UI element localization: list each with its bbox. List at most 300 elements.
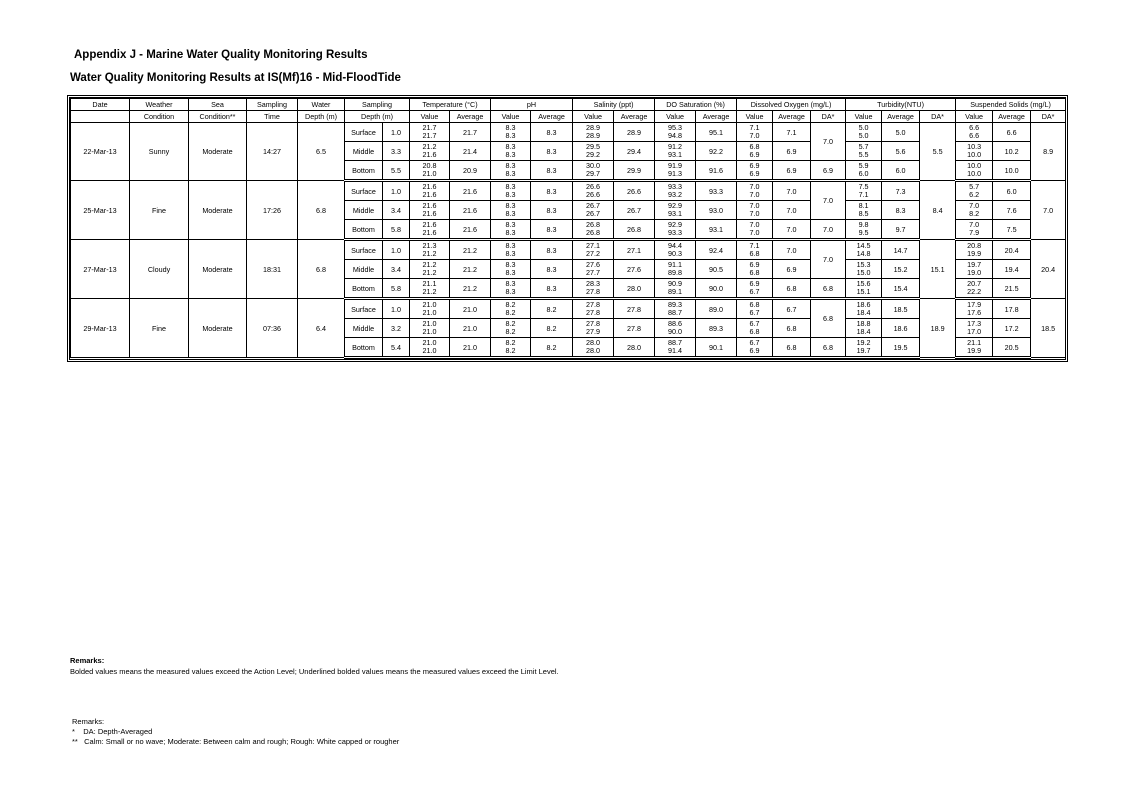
temp-value-cell-reading: 21.0: [422, 327, 437, 336]
ss-value-cell-reading: 20.8: [967, 240, 982, 250]
do-da-bottom-cell: 6.9: [811, 161, 846, 181]
dosat-average-cell: 95.1: [696, 123, 737, 142]
dosat-value-cell-reading: 88.7: [668, 337, 683, 347]
do-average-cell: 7.0: [773, 220, 811, 240]
salinity-average-cell: 27.8: [614, 319, 655, 338]
ss-value-cell-reading: 19.0: [967, 268, 982, 277]
salinity-value-cell-reading: 26.6: [586, 181, 601, 191]
col-sea-sub: Condition**: [189, 111, 247, 123]
temp-value-cell-reading: 21.3: [422, 240, 437, 250]
ph-average-cell: 8.3: [531, 240, 573, 260]
remarks-note-da: * DA: Depth-Averaged: [72, 727, 153, 736]
sub-average: Average: [696, 111, 737, 123]
temp-value-cell-reading: 21.2: [422, 268, 437, 277]
turb-average-cell: 7.3: [882, 181, 920, 201]
ss-average-cell: 6.6: [993, 123, 1031, 142]
time-cell: 17:26: [247, 181, 298, 240]
turb-value-cell-reading: 6.0: [858, 169, 869, 178]
col-sdepth-header: Sampling: [345, 99, 410, 111]
sub-da: DA*: [1031, 111, 1066, 123]
temp-average-cell: 20.9: [450, 161, 491, 181]
salinity-value-cell: [573, 181, 614, 201]
level-cell: Surface: [345, 299, 383, 319]
do-value-cell-reading: 6.7: [749, 318, 760, 328]
do-value-cell-reading: 6.9: [749, 169, 760, 178]
salinity-value-cell-reading: 28.9: [586, 122, 601, 132]
depth-cell: 1.0: [383, 181, 410, 201]
ph-value-cell-reading: 8.2: [505, 318, 516, 328]
col-wdepth-header: Water: [298, 99, 345, 111]
ss-value-cell: [956, 220, 993, 240]
turb-value-cell-reading: 7.1: [858, 190, 869, 199]
temp-value-cell-reading: 21.0: [422, 346, 437, 355]
ph-value-cell: [491, 181, 531, 201]
sub-value: Value: [737, 111, 773, 123]
ss-value-cell-reading: 7.0: [969, 200, 980, 210]
ss-value-cell: [956, 201, 993, 220]
ss-average-cell: 17.2: [993, 319, 1031, 338]
ph-value-cell: [491, 299, 531, 319]
ss-value-cell-reading: 10.0: [967, 150, 982, 159]
salinity-value-cell-reading: 26.7: [586, 200, 601, 210]
ss-value-cell-reading: 17.0: [967, 327, 982, 336]
turb-value-cell: [846, 338, 882, 358]
turb-value-cell: [846, 201, 882, 220]
weather-cell: Cloudy: [130, 240, 189, 299]
ss-value-cell-reading: 20.7: [967, 278, 982, 288]
turb-average-cell: 18.6: [882, 319, 920, 338]
salinity-average-cell: 28.9: [614, 123, 655, 142]
ph-value-cell: [491, 260, 531, 279]
salinity-value-cell-reading: 28.0: [586, 337, 601, 347]
dosat-average-cell: 92.4: [696, 240, 737, 260]
ss-value-cell-reading: 7.0: [969, 219, 980, 229]
temp-value-cell: [410, 240, 450, 260]
salinity-value-cell: [573, 319, 614, 338]
table-row: [71, 123, 1066, 142]
salinity-value-cell-reading: 29.2: [586, 150, 601, 159]
turb-average-cell: 9.7: [882, 220, 920, 240]
ph-value-cell: [491, 201, 531, 220]
do-da-bottom-cell: 6.8: [811, 338, 846, 358]
do-da-cell: 7.0: [811, 181, 846, 220]
do-value-cell-reading: 7.0: [749, 190, 760, 199]
sub-value: Value: [573, 111, 614, 123]
ph-average-cell: 8.3: [531, 123, 573, 142]
sub-value: Value: [410, 111, 450, 123]
turb-value-cell-reading: 5.9: [858, 160, 869, 170]
dosat-average-cell: 89.0: [696, 299, 737, 319]
salinity-value-cell-reading: 27.8: [586, 308, 601, 317]
depth-cell: 1.0: [383, 240, 410, 260]
dosat-value-cell-reading: 94.4: [668, 240, 683, 250]
col-date-sub: [71, 111, 130, 123]
salinity-value-cell-reading: 28.3: [586, 278, 601, 288]
ss-average-cell: 10.2: [993, 142, 1031, 161]
depth-cell: 5.5: [383, 161, 410, 181]
do-average-cell: 6.9: [773, 161, 811, 181]
turb-value-cell-reading: 18.4: [856, 327, 871, 336]
results-table: [70, 98, 1066, 359]
depth-cell: 3.3: [383, 142, 410, 161]
dosat-average-cell: 89.3: [696, 319, 737, 338]
ss-da-cell: 20.4: [1031, 240, 1066, 299]
salinity-value-cell-reading: 29.7: [586, 169, 601, 178]
ph-value-cell-reading: 8.3: [505, 240, 516, 250]
salinity-value-cell: [573, 299, 614, 319]
temp-value-cell-reading: 21.0: [422, 299, 437, 309]
ss-value-cell-reading: 21.1: [967, 337, 982, 347]
temp-value-cell-reading: 21.0: [422, 169, 437, 178]
temp-value-cell-reading: 21.6: [422, 190, 437, 199]
salinity-value-cell: [573, 279, 614, 299]
salinity-value-cell-reading: 28.0: [586, 346, 601, 355]
ph-value-cell: [491, 123, 531, 142]
ph-average-cell: 8.3: [531, 142, 573, 161]
sea-cell: Moderate: [189, 123, 247, 181]
ss-value-cell-reading: 6.6: [969, 122, 980, 132]
remarks-note-sea: ** Calm: Small or no wave; Moderate: Between calm and rough; Rough: White capped or rougher: [72, 737, 400, 746]
level-cell: Middle: [345, 201, 383, 220]
do-average-cell: 6.7: [773, 299, 811, 319]
temp-value-cell-reading: 21.6: [422, 200, 437, 210]
turb-value-cell: [846, 123, 882, 142]
ss-average-cell: 20.5: [993, 338, 1031, 358]
ph-value-cell-reading: 8.3: [505, 268, 516, 277]
col-weather-sub: Condition: [130, 111, 189, 123]
results-table-frame: [67, 95, 1068, 362]
weather-cell: Sunny: [130, 123, 189, 181]
do-value-cell-reading: 7.0: [749, 228, 760, 237]
do-value-cell-reading: 7.0: [749, 181, 760, 191]
do-value-cell: [737, 220, 773, 240]
turb-average-cell: 15.4: [882, 279, 920, 299]
salinity-value-cell-reading: 27.8: [586, 299, 601, 309]
do-average-cell: 7.1: [773, 123, 811, 142]
ss-value-cell: [956, 319, 993, 338]
do-da-cell: 6.8: [811, 299, 846, 338]
depth-cell: 1.0: [383, 299, 410, 319]
turb-value-cell-reading: 8.1: [858, 200, 869, 210]
do-average-cell: 7.0: [773, 181, 811, 201]
ss-average-cell: 7.6: [993, 201, 1031, 220]
turb-average-cell: 6.0: [882, 161, 920, 181]
table-row: [71, 299, 1066, 319]
time-cell: 18:31: [247, 240, 298, 299]
do-value-cell: [737, 338, 773, 358]
do-value-cell: [737, 142, 773, 161]
level-cell: Bottom: [345, 338, 383, 358]
salinity-average-cell: 29.9: [614, 161, 655, 181]
temp-value-cell: [410, 319, 450, 338]
col-sdepth-sub: Depth (m): [345, 111, 410, 123]
do-value-cell: [737, 161, 773, 181]
turb-value-cell-reading: 14.8: [856, 249, 871, 258]
ph-value-cell-reading: 8.3: [505, 228, 516, 237]
ph-average-cell: 8.2: [531, 338, 573, 358]
ph-average-cell: 8.3: [531, 279, 573, 299]
do-value-cell-reading: 6.9: [749, 150, 760, 159]
date-cell: 27-Mar-13: [71, 240, 130, 299]
weather-cell: Fine: [130, 181, 189, 240]
do-average-cell: 6.9: [773, 260, 811, 279]
do-value-cell-reading: 6.8: [749, 141, 760, 151]
temp-value-cell: [410, 220, 450, 240]
remarks-levels-text: Bolded values means the measured values exceed the Action Level; Underlined bolded values means the measured values exceed the Limit Level.: [70, 667, 559, 676]
ph-average-cell: 8.2: [531, 299, 573, 319]
col-weather-header: Weather: [130, 99, 189, 111]
temp-average-cell: 21.2: [450, 260, 491, 279]
turb-da-cell: 5.5: [920, 123, 956, 181]
water-depth-cell: 6.4: [298, 299, 345, 358]
temp-value-cell-reading: 21.2: [422, 259, 437, 269]
do-value-cell-reading: 7.1: [749, 122, 760, 132]
do-da-bottom-cell: 7.0: [811, 220, 846, 240]
ss-average-cell: 21.5: [993, 279, 1031, 299]
ss-average-cell: 10.0: [993, 161, 1031, 181]
temp-value-cell-reading: 21.2: [422, 249, 437, 258]
date-cell: 25-Mar-13: [71, 181, 130, 240]
salinity-value-cell-reading: 27.8: [586, 287, 601, 296]
ph-value-cell-reading: 8.3: [505, 278, 516, 288]
ss-da-cell: 18.5: [1031, 299, 1066, 358]
weather-cell: Fine: [130, 299, 189, 358]
dosat-value-cell-reading: 91.2: [668, 141, 683, 151]
temp-value-cell-reading: 21.6: [422, 219, 437, 229]
temp-value-cell: [410, 123, 450, 142]
ph-value-cell-reading: 8.3: [505, 209, 516, 218]
level-cell: Surface: [345, 240, 383, 260]
ph-value-cell-reading: 8.3: [505, 190, 516, 199]
dosat-average-cell: 93.3: [696, 181, 737, 201]
salinity-value-cell-reading: 26.8: [586, 228, 601, 237]
salinity-average-cell: 27.6: [614, 260, 655, 279]
turb-value-cell: [846, 279, 882, 299]
do-da-bottom-cell: 6.8: [811, 279, 846, 299]
ss-value-cell-reading: 17.6: [967, 308, 982, 317]
depth-cell: 1.0: [383, 123, 410, 142]
salinity-value-cell: [573, 240, 614, 260]
turb-value-cell-reading: 8.5: [858, 209, 869, 218]
temp-average-cell: 21.4: [450, 142, 491, 161]
water-depth-cell: 6.8: [298, 240, 345, 299]
sea-cell: Moderate: [189, 181, 247, 240]
dosat-average-cell: 93.1: [696, 220, 737, 240]
do-value-cell-reading: 6.8: [749, 249, 760, 258]
do-da-cell: 7.0: [811, 123, 846, 161]
salinity-average-cell: 29.4: [614, 142, 655, 161]
do-value-cell-reading: 6.8: [749, 299, 760, 309]
temp-value-cell-reading: 21.6: [422, 228, 437, 237]
turb-average-cell: 5.0: [882, 123, 920, 142]
turb-value-cell-reading: 5.5: [858, 150, 869, 159]
ph-value-cell-reading: 8.3: [505, 200, 516, 210]
turb-value-cell: [846, 220, 882, 240]
do-value-cell-reading: 7.0: [749, 200, 760, 210]
date-cell: 22-Mar-13: [71, 123, 130, 181]
dosat-average-cell: 92.2: [696, 142, 737, 161]
depth-cell: 3.4: [383, 201, 410, 220]
salinity-value-cell-reading: 27.8: [586, 318, 601, 328]
results-body: [71, 123, 1066, 358]
ph-average-cell: 8.3: [531, 181, 573, 201]
level-cell: Middle: [345, 260, 383, 279]
depth-cell: 3.2: [383, 319, 410, 338]
dosat-value-cell: [655, 299, 696, 319]
remarks-notes: [72, 717, 399, 747]
ph-value-cell-reading: 8.2: [505, 308, 516, 317]
ph-value-cell-reading: 8.2: [505, 327, 516, 336]
dosat-value-cell: [655, 279, 696, 299]
salinity-value-cell-reading: 28.9: [586, 131, 601, 140]
dosat-value-cell: [655, 260, 696, 279]
do-value-cell-reading: 7.0: [749, 131, 760, 140]
col-dosat-header: DO Saturation (%): [655, 99, 737, 111]
dosat-value-cell-reading: 89.3: [668, 299, 683, 309]
table-row: [71, 181, 1066, 201]
salinity-value-cell-reading: 26.6: [586, 190, 601, 199]
depth-cell: 3.4: [383, 260, 410, 279]
turb-average-cell: 14.7: [882, 240, 920, 260]
turb-value-cell-reading: 14.5: [856, 240, 871, 250]
do-average-cell: 6.8: [773, 279, 811, 299]
dosat-value-cell-reading: 92.9: [668, 200, 683, 210]
dosat-value-cell: [655, 161, 696, 181]
do-value-cell: [737, 240, 773, 260]
ph-value-cell-reading: 8.3: [505, 160, 516, 170]
water-depth-cell: 6.8: [298, 181, 345, 240]
do-average-cell: 6.8: [773, 319, 811, 338]
turb-value-cell: [846, 142, 882, 161]
col-ph-header: pH: [491, 99, 573, 111]
salinity-average-cell: 26.6: [614, 181, 655, 201]
temp-average-cell: 21.6: [450, 220, 491, 240]
sea-cell: Moderate: [189, 240, 247, 299]
dosat-value-cell-reading: 94.8: [668, 131, 683, 140]
temp-value-cell-reading: 21.2: [422, 287, 437, 296]
dosat-value-cell-reading: 91.3: [668, 169, 683, 178]
ph-value-cell: [491, 240, 531, 260]
temp-value-cell: [410, 181, 450, 201]
level-cell: Bottom: [345, 161, 383, 181]
dosat-average-cell: 90.5: [696, 260, 737, 279]
dosat-average-cell: 91.6: [696, 161, 737, 181]
ss-da-cell: 7.0: [1031, 181, 1066, 240]
salinity-value-cell-reading: 27.6: [586, 259, 601, 269]
ss-value-cell-reading: 6.6: [969, 131, 980, 140]
ss-value-cell-reading: 6.2: [969, 190, 980, 199]
turb-value-cell: [846, 260, 882, 279]
temp-value-cell: [410, 299, 450, 319]
salinity-value-cell-reading: 27.1: [586, 240, 601, 250]
salinity-value-cell-reading: 27.9: [586, 327, 601, 336]
temp-average-cell: 21.0: [450, 299, 491, 319]
col-sea-header: Sea: [189, 99, 247, 111]
dosat-value-cell: [655, 123, 696, 142]
ph-value-cell: [491, 142, 531, 161]
ss-value-cell: [956, 181, 993, 201]
turb-value-cell-reading: 15.0: [856, 268, 871, 277]
temp-value-cell-reading: 21.7: [422, 122, 437, 132]
do-value-cell: [737, 299, 773, 319]
ph-value-cell-reading: 8.3: [505, 259, 516, 269]
sub-average: Average: [450, 111, 491, 123]
ss-value-cell-reading: 22.2: [967, 287, 982, 296]
ss-value-cell-reading: 19.9: [967, 346, 982, 355]
ph-value-cell-reading: 8.2: [505, 299, 516, 309]
turb-da-cell: 18.9: [920, 299, 956, 358]
temp-value-cell-reading: 21.1: [422, 278, 437, 288]
do-average-cell: 6.9: [773, 142, 811, 161]
ph-average-cell: 8.3: [531, 201, 573, 220]
do-value-cell-reading: 6.9: [749, 259, 760, 269]
level-cell: Bottom: [345, 220, 383, 240]
temp-average-cell: 21.6: [450, 201, 491, 220]
ph-value-cell-reading: 8.3: [505, 249, 516, 258]
time-cell: 07:36: [247, 299, 298, 358]
temp-average-cell: 21.0: [450, 319, 491, 338]
temp-value-cell-reading: 21.6: [422, 181, 437, 191]
do-value-cell-reading: 6.8: [749, 327, 760, 336]
dosat-value-cell-reading: 91.1: [668, 259, 683, 269]
dosat-average-cell: 93.0: [696, 201, 737, 220]
dosat-value-cell: [655, 338, 696, 358]
level-cell: Middle: [345, 319, 383, 338]
turb-da-cell: 8.4: [920, 181, 956, 240]
ph-value-cell-reading: 8.2: [505, 337, 516, 347]
ss-value-cell-reading: 5.7: [969, 181, 980, 191]
sub-da: DA*: [920, 111, 956, 123]
ss-value-cell-reading: 17.3: [967, 318, 982, 328]
ph-value-cell-reading: 8.2: [505, 346, 516, 355]
salinity-value-cell: [573, 161, 614, 181]
sub-average: Average: [531, 111, 573, 123]
dosat-average-cell: 90.1: [696, 338, 737, 358]
salinity-value-cell-reading: 26.7: [586, 209, 601, 218]
sub-value: Value: [956, 111, 993, 123]
time-cell: 14:27: [247, 123, 298, 181]
turb-average-cell: 5.6: [882, 142, 920, 161]
dosat-value-cell-reading: 90.9: [668, 278, 683, 288]
turb-value-cell-reading: 18.6: [856, 299, 871, 309]
dosat-value-cell-reading: 90.3: [668, 249, 683, 258]
depth-cell: 5.8: [383, 279, 410, 299]
ss-value-cell: [956, 279, 993, 299]
dosat-value-cell: [655, 319, 696, 338]
water-depth-cell: 6.5: [298, 123, 345, 181]
turb-value-cell: [846, 319, 882, 338]
salinity-value-cell: [573, 338, 614, 358]
level-cell: Middle: [345, 142, 383, 161]
dosat-value-cell-reading: 95.3: [668, 122, 683, 132]
do-value-cell-reading: 6.7: [749, 308, 760, 317]
level-cell: Bottom: [345, 279, 383, 299]
dosat-average-cell: 90.0: [696, 279, 737, 299]
col-turb-header: Turbidity(NTU): [846, 99, 956, 111]
ph-value-cell-reading: 8.3: [505, 181, 516, 191]
date-cell: 29-Mar-13: [71, 299, 130, 358]
do-value-cell-reading: 6.9: [749, 346, 760, 355]
header-row-2: [71, 111, 1066, 123]
dosat-value-cell-reading: 93.2: [668, 190, 683, 199]
turb-value-cell: [846, 240, 882, 260]
do-average-cell: 6.8: [773, 338, 811, 358]
dosat-value-cell-reading: 89.8: [668, 268, 683, 277]
header-row-1: [71, 99, 1066, 111]
sub-value: Value: [655, 111, 696, 123]
col-salinity-header: Salinity (ppt): [573, 99, 655, 111]
temp-value-cell-reading: 21.7: [422, 131, 437, 140]
